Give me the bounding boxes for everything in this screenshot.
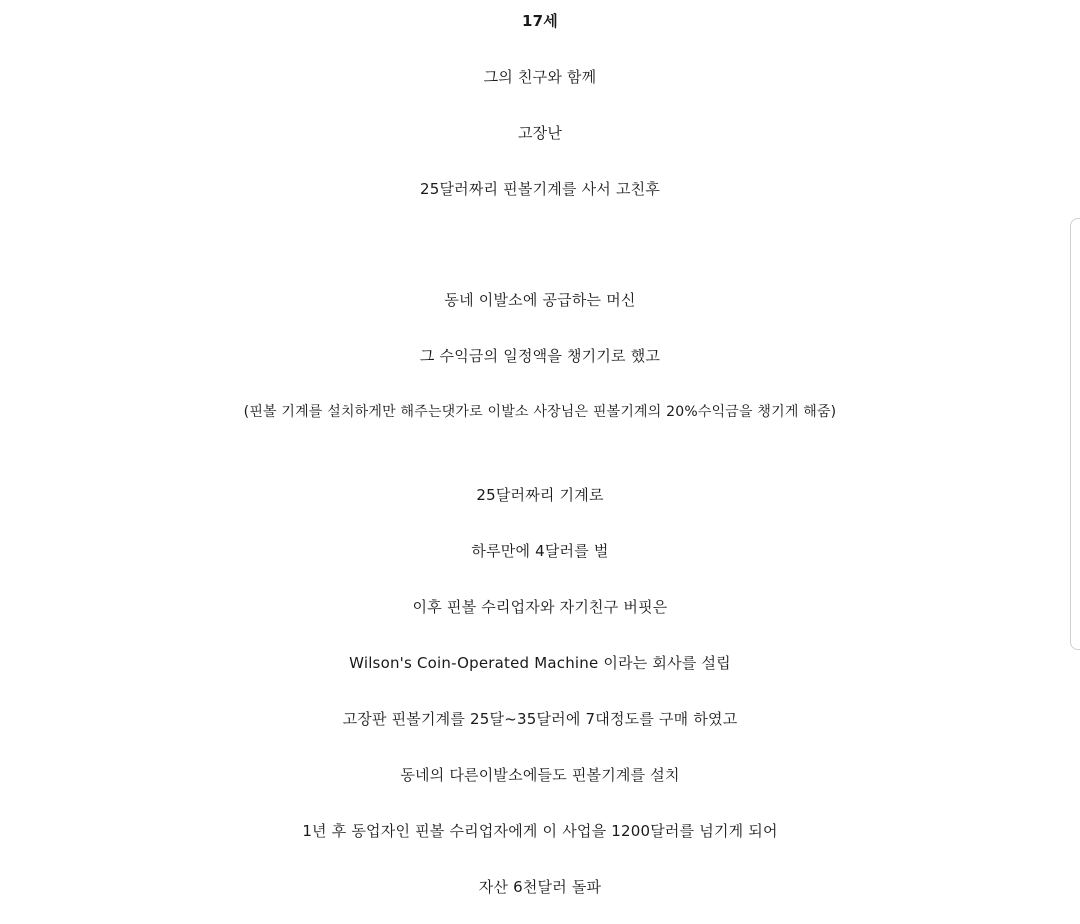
text-line: 고장난 xyxy=(517,124,563,142)
text-line: 하루만에 4달러를 벌 xyxy=(471,542,609,560)
text-line: 고장판 핀볼기계를 25달~35달러에 7대정도를 구매 하였고 xyxy=(342,710,738,728)
scroll-handle[interactable] xyxy=(1070,218,1080,650)
text-line: 그의 친구와 함께 xyxy=(483,68,597,86)
text-line: 그 수익금의 일정액을 챙기기로 했고 xyxy=(419,347,661,365)
text-line: 1년 후 동업자인 핀볼 수리업자에게 이 사업을 1200달러를 넘기게 되어 xyxy=(302,822,778,840)
text-line: 동네의 다른이발소에들도 핀볼기계를 설치 xyxy=(400,766,680,784)
text-line: Wilson's Coin-Operated Machine 이라는 회사를 설립 xyxy=(349,654,731,672)
text-line: 자산 6천달러 돌파 xyxy=(478,878,602,896)
text-line: 25달러짜리 기계로 xyxy=(476,486,604,504)
text-line: 동네 이발소에 공급하는 머신 xyxy=(444,291,636,309)
text-line: 25달러짜리 핀볼기계를 사서 고친후 xyxy=(419,180,661,198)
text-line-note: (핀볼 기계를 설치하게만 해주는댓가로 이발소 사장님은 핀볼기계의 20%수익금을 챙기게 해줌) xyxy=(243,404,837,420)
text-line: 이후 핀볼 수리업자와 자기친구 버핏은 xyxy=(412,598,668,616)
title-age: 17세 xyxy=(522,12,558,30)
